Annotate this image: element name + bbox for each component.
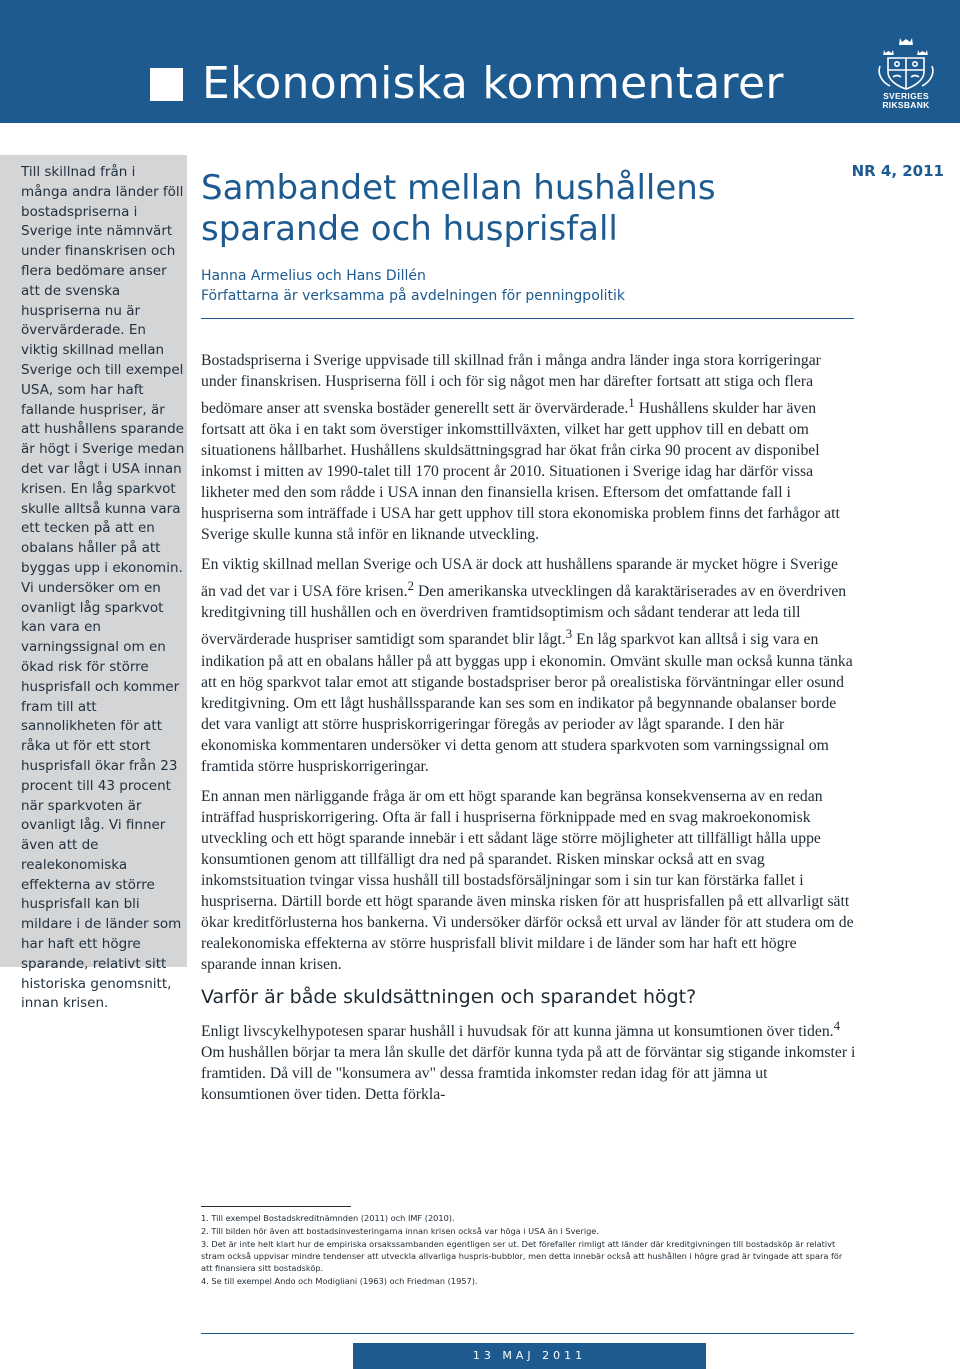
- footnote-rule: [201, 1206, 351, 1207]
- footnote-ref: 2: [407, 578, 415, 594]
- publication-date: 13 MAJ 2011: [472, 1349, 587, 1362]
- body-paragraph-3: En annan men närliggande fråga är om ett högt sparande kan begränsa konsekvenserna av en redan inträffad huspriskorrigering. Ofta är fall i huspriserna förknippade med en svag makroekonomisk utveckling och ett högt sparande innebär i ett sådant läge större möjligheter att tillfälligt hålla uppe konsumtionen genom att tillfälligt dra ned på sparandet. Risken minskar också att en svag inkomstsituation tvingar vissa hushåll till bostadsförsäljningar som i sin tur kan förstärka fallet i huspriserna. Därtill borde ett högt sparande även minska risken för att husprisfallen på ett allvarligt sätt ökar kreditförlusterna hos bankerna. Vi undersöker därför också ett urval av länder för att studera om de realekonomiska effekterna av större husprisfall blivit mildare i de länder som har haft ett högre sparande innan krisen.: [201, 787, 854, 973]
- footnote-ref: 4: [833, 1017, 841, 1033]
- logo-text: [874, 92, 938, 110]
- author-affiliation: Författarna är verksamma på avdelningen för penningpolitik: [201, 288, 626, 304]
- riksbank-crest-icon: [874, 36, 938, 92]
- footnote-ref: 3: [565, 626, 573, 642]
- issue-number: NR 4, 2011: [851, 162, 944, 180]
- author-block: [201, 266, 625, 306]
- footnotes: [201, 1212, 851, 1288]
- header-square-mark: [150, 68, 183, 101]
- summary-text: Till skillnad från i många andra länder föll bostadspriserna i Sverige inte nämnvärt under finanskrisen och flera bedömare anser att de svenska huspriserna nu är övervärderade. En viktig skillnad mellan Sverige och till exempel USA, som har haft fallande huspriser, är att hushållens sparande är högt i Sverige medan det var lågt i USA innan krisen. En låg sparkvot skulle alltså kunna vara ett tecken på att en obalans håller på att byggas upp i ekonomin. Vi undersöker om en ovanligt låg sparkvot kan vara en varningssignal om en ökad risk för större husprisfall och kommer fram till att sannolikheten för att råka ut för ett stort husprisfall ökar från 23 procent till 43 procent när sparkvoten är ovanligt låg. Vi finner även att de realekonomiska effekterna av större husprisfall kan bli mildare i de länder som har haft ett högre sparande, relativt sitt historiska genomsnitt, innan krisen.: [21, 164, 185, 1012]
- author-names: Hanna Armelius och Hans Dillén: [201, 268, 426, 284]
- body-paragraph-2: En viktig skillnad mellan Sverige och USA är dock att hushållens sparande är mycket högre i Sverige än vad det var i USA före krisen.$^2$ Den amerikanska utvecklingen då karaktäriserades av en överdriven kreditgivning till hushållen och en överdriven framtidsoptimism och sådant tenderar att leda till övervärderade huspriser samtidigt som sparandet blir lågt.$^3$ En låg sparkvot kan alltså i sig vara en indikation på att en obalans håller på att byggas upp i ekonomin. Omvänt skulle man också kunna tänka att en hög sparkvot talar emot att stigande bostadspriser beror på orealistiska förväntningar eller osund kreditgivning. Om ett lågt hushållssparande kan ses som en indikator på begynnande obalanser borde det vara vanligt att större huspriskorrigeringar föregås av perioder av lågt sparande. I den här ekonomiska kommentaren undersöker vi detta genom att studera sparkvoten som varningssignal om framtida större huspriskorrigeringar.: [201, 556, 853, 775]
- footnote-item: 4. Se till exempel Ando och Modigliani (1963) och Friedman (1957).: [201, 1276, 478, 1286]
- body-paragraph-1: Bostadspriserna i Sverige uppvisade till skillnad från i många andra länder inga stora korrigeringar under finanskrisen. Huspriserna föll i och för sig något men har därefter fortsatt att stiga och flera bedömare anser att svenska bostäder generellt sett är övervärderade.$^1$ Hushållens skulder har även fortsatt att öka i en takt som överstiger inkomsttillväxten, vilket har gett upphov till en debatt om situationens hållbarhet. Hushållens skuldsättningsgrad har ökat från cirka 90 procent av disponibel inkomst i mitten av 1990-talet till 170 procent år 2010. Situationen i Sverige idag har därför vissa likheter med den som rådde i USA innan den finansiella krisen. Eftersom det omfattande fall i huspriserna som inträffade i USA har gett upphov till stora ekonomiska problem finns det farhågor att Sverige skulle kunna stå inför en liknande utveckling.: [201, 352, 840, 544]
- body-paragraph-4: Enligt livscykelhypotesen sparar hushåll i huvudsak för att kunna jämna ut konsumtionen över tiden.$^4$ Om hushållen börjar ta mera lån skulle det därför kunna tyda på att de förväntar sig stigande inkomster i framtiden. Då vill de "konsumera av" dessa framtida inkomster redan idag för att jämna ut konsumtionen över tiden. Detta förkla-: [201, 1017, 856, 1103]
- riksbank-logo: [874, 36, 938, 110]
- header-divider: [201, 318, 854, 319]
- footnote-ref: 1: [628, 395, 635, 410]
- article-title: Sambandet mellan hushållens sparande och husprisfall: [201, 168, 716, 249]
- article-body: [201, 350, 856, 1114]
- footer-divider: [201, 1333, 854, 1334]
- footnote-item: 1. Till exempel Bostadskreditnämnden (2011) och IMF (2010).: [201, 1213, 455, 1223]
- footnote-item: 2. Till bilden hör även att bostadsinvesteringarna innan krisen också var höga i USA än i Sverige.: [201, 1226, 599, 1236]
- header-banner: [0, 0, 960, 123]
- logo-text-line2: RIKSBANK: [882, 100, 930, 110]
- logo-text-line1: SVERIGES: [883, 91, 929, 101]
- date-bar: [353, 1343, 706, 1369]
- series-title: Ekonomiska kommentarer: [202, 58, 784, 109]
- footnote-item: 3. Det är inte helt klart hur de empiriska orsakssambanden egentligen ser ut. Det förefaller rimligt att länder där kreditgivningen till bostadsköp är relativt stram också uppvisar mindre tendenser att utveckla allvarliga huspris-bubblor, men detta innebär också att hushållen i högre grad är tvingade att spara för att finansiera sitt bostadsköp.: [201, 1239, 843, 1273]
- section-heading: Varför är både skuldsättningen och sparandet högt?: [201, 985, 697, 1008]
